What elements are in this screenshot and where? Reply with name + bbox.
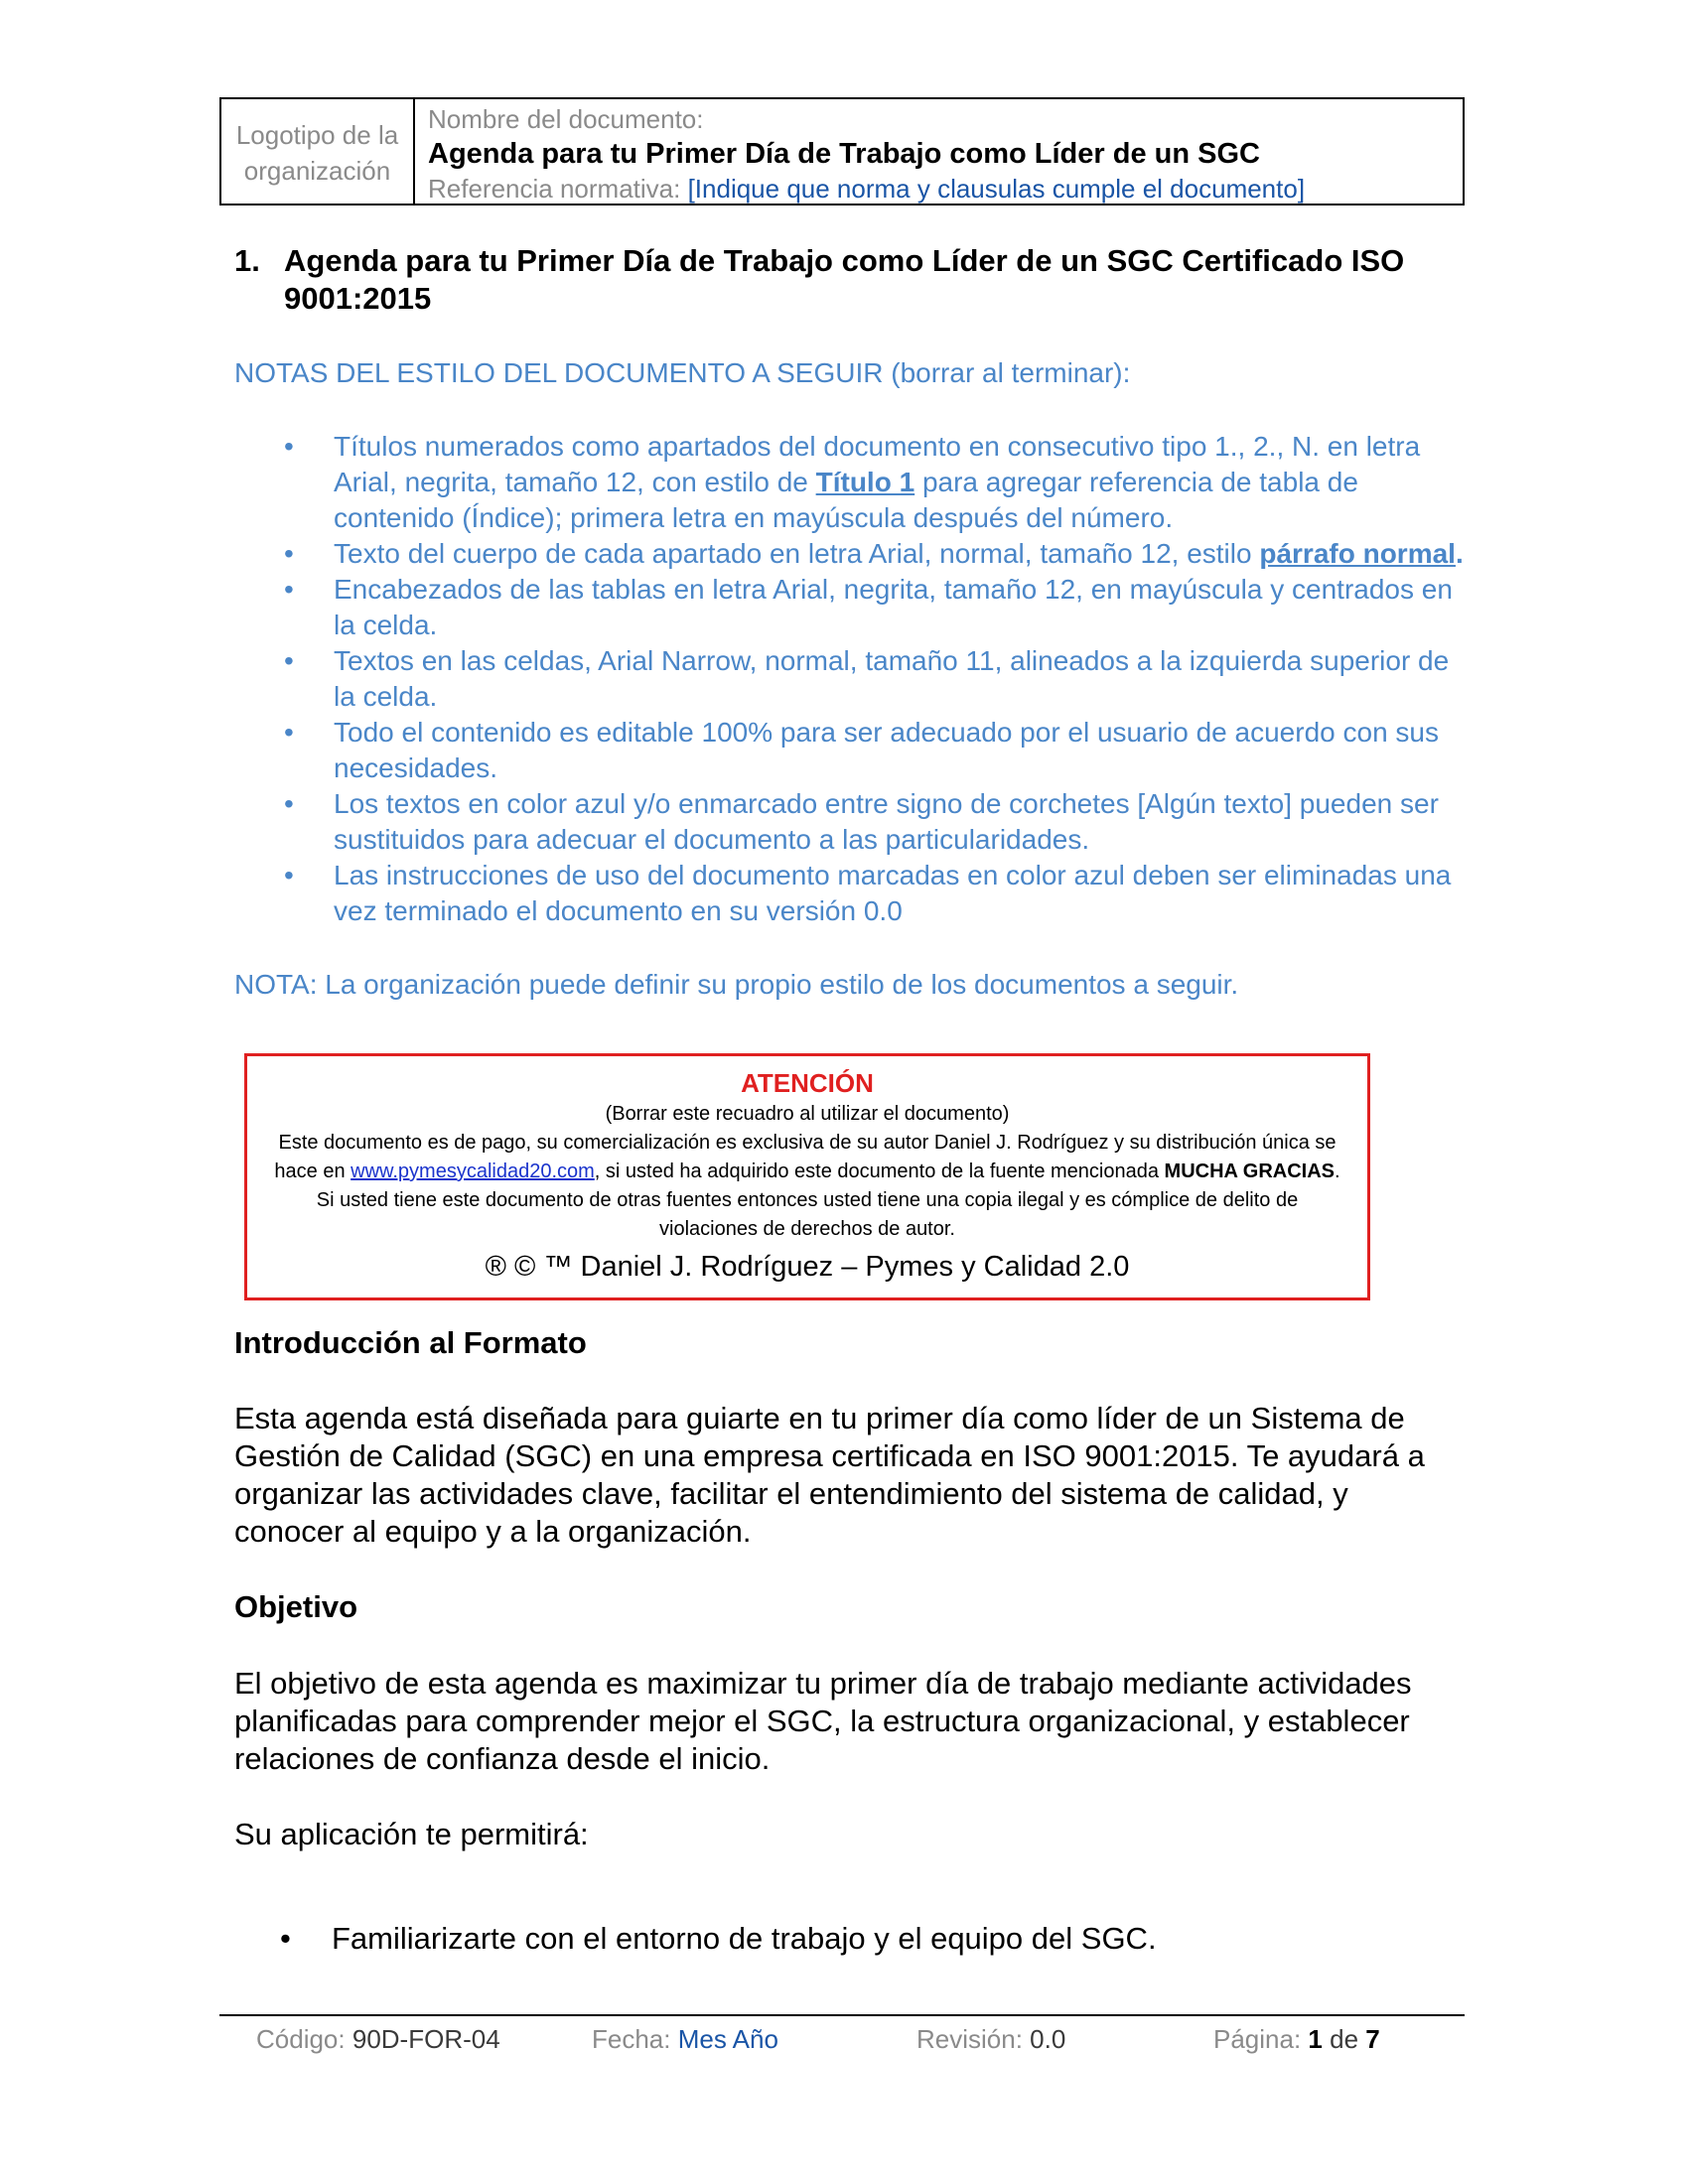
bullet-icon: •	[284, 645, 294, 676]
heading-number: 1.	[234, 243, 260, 278]
application-bullet-text: Familiarizarte con el entorno de trabajo y el equipo del SGC.	[332, 1921, 1157, 1956]
note-text: Las instrucciones de uso del documento marcadas en color azul deben ser eliminadas una vez terminado el documento en su versión 0.0	[334, 860, 1452, 926]
reference-value[interactable]: [Indique que norma y clausulas cumple el documento]	[687, 174, 1306, 204]
objective-text: El objetivo de esta agenda es maximizar tu primer día de trabajo mediante actividades planificadas para comprender mejor el SGC, la estructura organizacional, y establecer relaciones de confianza desde el inicio.	[234, 1666, 1412, 1776]
note-text: Los textos en color azul y/o enmarcado entre signo de corchetes [Algún texto] pueden ser sustituidos para adecuar el documento a las particularidades.	[334, 788, 1439, 855]
footer-revision-value: 0.0	[1030, 2024, 1066, 2054]
logo-placeholder-text: Logotipo de la organización	[235, 119, 399, 186]
intro-heading: Introducción al Formato	[234, 1325, 587, 1360]
attention-line-2	[247, 1158, 1367, 1186]
attention-box	[244, 1053, 1370, 1300]
note-text: Textos en las celdas, Arial Narrow, normal, tamaño 11, alineados a la izquierda superior de la celda.	[334, 645, 1450, 712]
author-website-link[interactable]: www.pymesycalidad20.com	[351, 1160, 595, 1182]
reference-label: Referencia normativa:	[428, 174, 681, 204]
bullet-icon: •	[280, 1921, 291, 1956]
attention-line-3: Si usted tiene este documento de otras fuentes entonces usted tiene una copia ilegal y es cómplice de delito de	[316, 1189, 1299, 1211]
footer-revision	[916, 2021, 1065, 2057]
bullet-icon: •	[284, 431, 294, 462]
document-title: Agenda para tu Primer Día de Trabajo como Líder de un SGC	[428, 138, 1260, 170]
footer-date	[592, 2021, 778, 2057]
style-link-parrafo-normal[interactable]: párrafo normal	[1259, 538, 1456, 569]
application-text: Su aplicación te permitirá:	[234, 1817, 589, 1851]
bullet-icon: •	[284, 574, 294, 605]
attention-title: ATENCIÓN	[741, 1068, 874, 1098]
footer-revision-label: Revisión:	[916, 2024, 1023, 2054]
footer-page-total: 7	[1365, 2024, 1380, 2054]
document-footer	[0, 2021, 1688, 2061]
footer-code-value: 90D-FOR-04	[352, 2024, 500, 2054]
document-header	[219, 97, 1465, 205]
footer-date-label: Fecha:	[592, 2024, 671, 2054]
list-item	[234, 643, 1466, 715]
bullet-icon: •	[284, 788, 294, 819]
note-text: para agregar referencia de tabla de contenido (Índice); primera letra en mayúscula después del número.	[334, 467, 1358, 533]
reference-line	[428, 173, 1463, 205]
footer-divider	[219, 2014, 1465, 2016]
footer-code	[256, 2021, 500, 2057]
document-title-cell	[415, 99, 1463, 204]
list-item	[234, 1920, 1157, 1958]
attention-text: hace en	[274, 1160, 352, 1182]
bullet-icon: •	[284, 538, 294, 569]
list-item	[234, 858, 1466, 929]
footer-page-current: 1	[1308, 2024, 1323, 2054]
bullet-icon: •	[284, 717, 294, 748]
attention-subtitle: (Borrar este recuadro al utilizar el documento)	[605, 1103, 1010, 1125]
footer-page-of: de	[1330, 2024, 1359, 2054]
attention-thanks: MUCHA GRACIAS	[1164, 1160, 1336, 1182]
attention-text: .	[1335, 1160, 1340, 1182]
footer-date-value[interactable]: Mes Año	[677, 2024, 778, 2054]
list-item	[234, 536, 1466, 572]
attention-text: , si usted ha adquirido este documento de la fuente mencionada	[594, 1160, 1165, 1182]
attention-signature: ® © ™ Daniel J. Rodríguez – Pymes y Calidad 2.0	[485, 1251, 1130, 1283]
note-text: Encabezados de las tablas en letra Arial, negrita, tamaño 12, en mayúscula y centrados en la celda.	[334, 574, 1453, 640]
note-text: .	[1455, 538, 1464, 569]
attention-line-1: Este documento es de pago, su comercialización es exclusiva de su autor Daniel J. Rodríguez y su distribución única se	[278, 1132, 1336, 1154]
footer-code-label: Código:	[256, 2024, 346, 2054]
organization-style-note: NOTA: La organización puede definir su propio estilo de los documentos a seguir.	[234, 969, 1239, 1000]
notes-title: NOTAS DEL ESTILO DEL DOCUMENTO A SEGUIR (borrar al terminar):	[234, 357, 1131, 388]
attention-line-4: violaciones de derechos de autor.	[659, 1218, 955, 1240]
list-item	[234, 429, 1466, 536]
document-name-label: Nombre del documento:	[428, 104, 704, 134]
list-item	[234, 786, 1466, 858]
footer-page-label: Página:	[1213, 2024, 1302, 2054]
style-link-titulo-1[interactable]: Título 1	[815, 467, 915, 497]
footer-page	[1213, 2021, 1380, 2057]
section-heading-1	[234, 242, 1466, 318]
list-item	[234, 715, 1466, 786]
style-notes-list	[234, 429, 1466, 929]
list-item	[234, 572, 1466, 643]
intro-text: Esta agenda está diseñada para guiarte en tu primer día como líder de un Sistema de Gestión de Calidad (SGC) en una empresa certificada en ISO 9001:2015. Te ayudará a organizar las actividades clave, facilitar el entendimiento del sistema de calidad, y conocer al equipo y a la organización.	[234, 1401, 1425, 1549]
note-text: Texto del cuerpo de cada apartado en letra Arial, normal, tamaño 12, estilo	[334, 538, 1260, 569]
objective-heading: Objetivo	[234, 1589, 358, 1624]
note-text: Títulos numerados como apartados del documento en consecutivo tipo 1., 2., N. en letra Arial, negrita, tamaño 12, con estilo de	[334, 431, 1421, 497]
bullet-icon: •	[284, 860, 294, 890]
note-text: Todo el contenido es editable 100% para ser adecuado por el usuario de acuerdo con sus necesidades.	[334, 717, 1439, 783]
logo-placeholder	[221, 99, 415, 204]
heading-text: Agenda para tu Primer Día de Trabajo como Líder de un SGC Certificado ISO 9001:2015	[284, 243, 1405, 316]
